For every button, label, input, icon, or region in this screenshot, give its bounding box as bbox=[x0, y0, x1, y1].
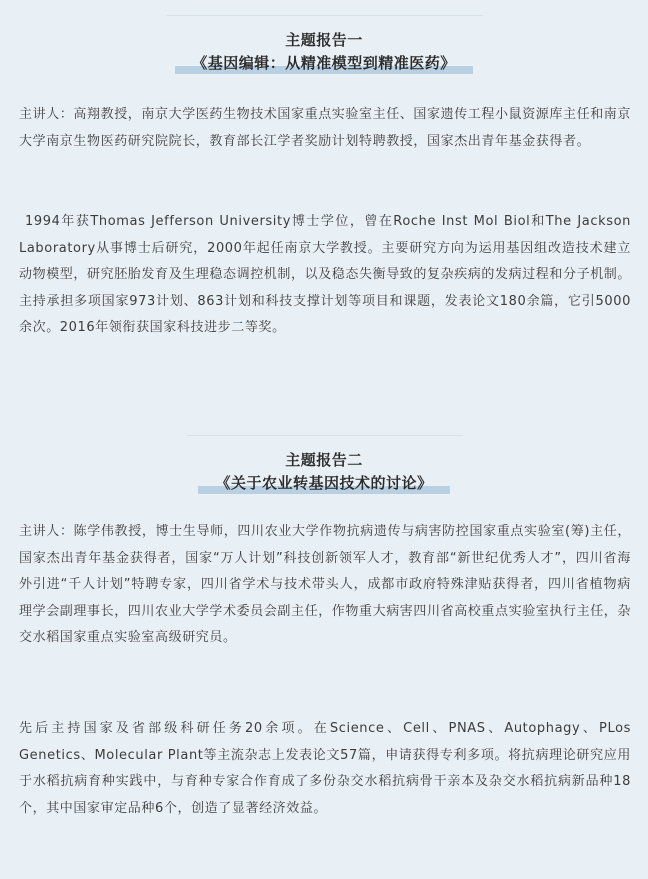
report2-speaker-paragraph: 主讲人：陈学伟教授，博士生导师，四川农业大学作物抗病遗传与病害防控国家重点实验室(筹)主任，国家杰出青年基金获得者，国家“万人计划”科技创新领军人才，教育部“新世纪优秀人才”，四川省海外引进“千人计划”特聘专家，四川省学术与技术带头人，成都市政府特殊津贴获得者，四川省植物病理学会副理事长，四川农业大学学术委员会副主任，作物重大病害四川省高校重点实验室执行主任，杂交水稻国家重点实验室高级研究员。 bbox=[19, 524, 632, 645]
report1-title: 主题报告一 bbox=[285, 31, 363, 49]
report2-title: 主题报告二 bbox=[285, 451, 363, 469]
report2-top-rule bbox=[187, 435, 463, 436]
report1-bio-paragraph: 1994年获Thomas Jefferson University博士学位，曾在Roche Inst Mol Biol和The Jackson Laboratory从事博士后研究，2000年起任南京大学教授。主要研究方向为运用基因组改造技术建立动物模型，研究胚胎发育及生理稳态调控机制，以及稳态失衡导致的复杂疾病的发病过程和分子机制。主持承担多项国家973计划、863计划和科技支撑计划等项目和课题，发表论文180余篇，它引5000余次。2016年领衔获国家科技进步二等奖。 bbox=[19, 214, 632, 335]
report2-bio-paragraph: 先后主持国家及省部级科研任务20余项。在Science、Cell、PNAS、Autophagy、PLos Genetics、Molecular Plant等主流杂志上发表论文57篇，申请获得专利多项。将抗病理论研究应用于水稻抗病育种实践中，与育种专家合作育成了多份杂交水稻抗病骨干亲本及杂交水稻抗病新品种18个，其中国家审定品种6个，创造了显著经济效益。 bbox=[19, 721, 631, 816]
report1-speaker-paragraph: 主讲人：高翔教授，南京大学医药生物技术国家重点实验室主任、国家遗传工程小鼠资源库主任和南京大学南京生物医药研究院院长，教育部长江学者奖励计划特聘教授，国家杰出青年基金获得者。 bbox=[19, 107, 632, 149]
report2-subtitle: 《关于农业转基因技术的讨论》 bbox=[215, 474, 433, 492]
report1-subtitle: 《基因编辑：从精准模型到精准医药》 bbox=[192, 54, 456, 72]
report1-top-rule bbox=[167, 15, 483, 16]
